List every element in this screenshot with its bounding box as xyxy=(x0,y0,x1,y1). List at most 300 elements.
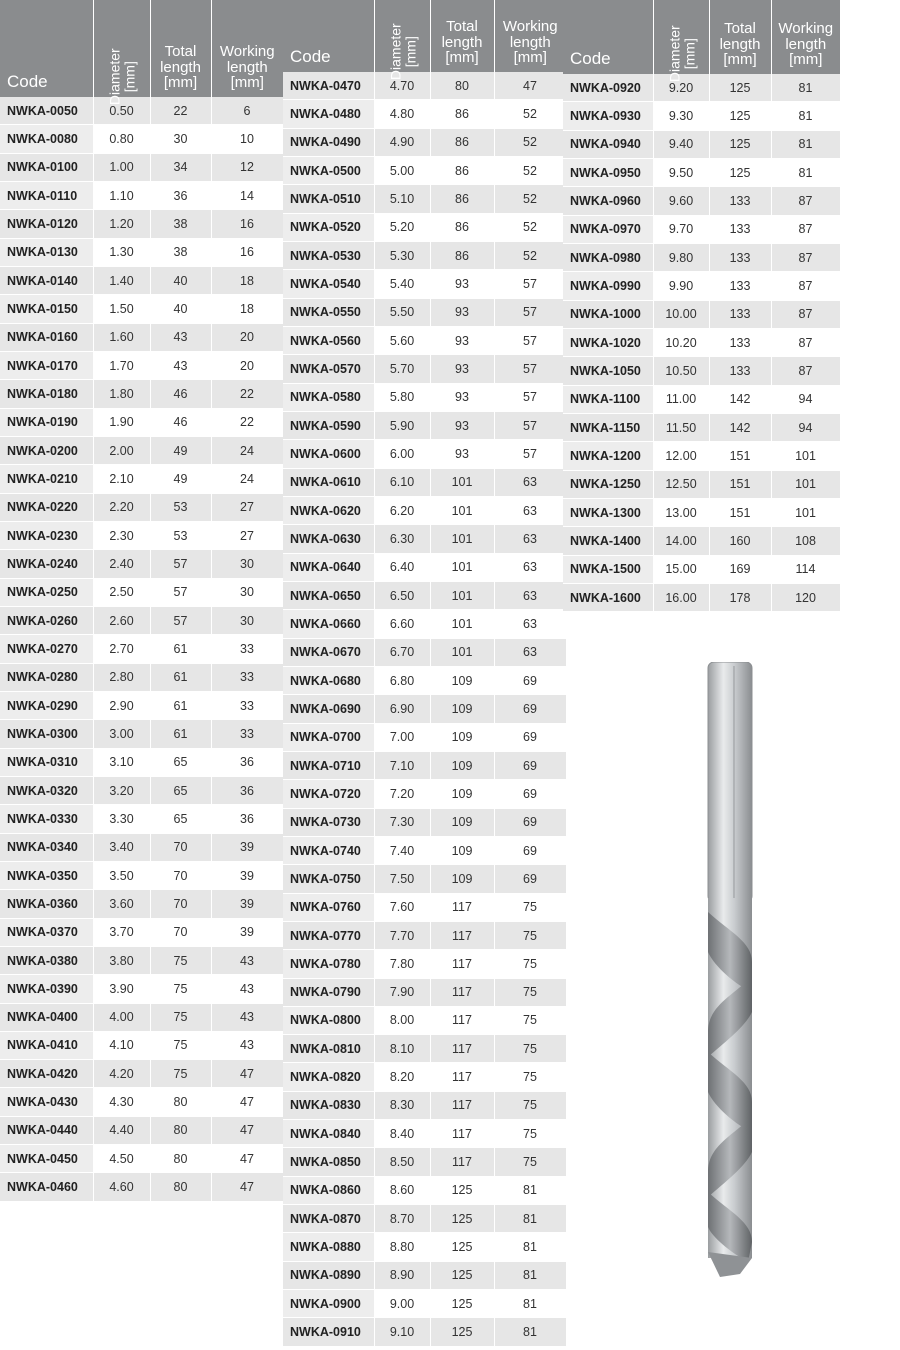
working-length-cell: 57 xyxy=(494,411,566,439)
diameter-cell: 7.10 xyxy=(374,751,430,779)
table-row xyxy=(283,241,566,269)
table-row xyxy=(0,606,283,634)
code-cell: NWKA-0220 xyxy=(0,493,93,521)
total-length-cell: 125 xyxy=(430,1318,494,1346)
total-length-cell: 93 xyxy=(430,355,494,383)
total-length-cell: 101 xyxy=(430,638,494,666)
table-row xyxy=(283,695,566,723)
diameter-cell: 11.50 xyxy=(653,413,709,441)
diameter-cell: 8.40 xyxy=(374,1120,430,1148)
table-row xyxy=(283,1176,566,1204)
table-row xyxy=(563,357,840,385)
diameter-cell: 6.50 xyxy=(374,581,430,609)
code-cell: NWKA-0860 xyxy=(283,1176,374,1204)
table-row xyxy=(283,355,566,383)
code-cell: NWKA-0750 xyxy=(283,865,374,893)
diameter-cell: 2.60 xyxy=(93,606,150,634)
total-length-cell: 109 xyxy=(430,836,494,864)
code-cell: NWKA-0080 xyxy=(0,125,93,153)
table-row xyxy=(283,1233,566,1261)
diameter-cell: 5.60 xyxy=(374,326,430,354)
diameter-cell: 3.00 xyxy=(93,720,150,748)
total-length-cell: 61 xyxy=(150,691,211,719)
table-row xyxy=(283,440,566,468)
working-length-cell: 18 xyxy=(211,295,283,323)
total-length-cell: 70 xyxy=(150,918,211,946)
total-length-cell: 75 xyxy=(150,1060,211,1088)
working-length-cell: 69 xyxy=(494,865,566,893)
working-length-cell: 20 xyxy=(211,323,283,351)
total-length-cell: 93 xyxy=(430,440,494,468)
total-length-cell: 93 xyxy=(430,298,494,326)
diameter-cell: 4.40 xyxy=(93,1116,150,1144)
code-cell: NWKA-0690 xyxy=(283,695,374,723)
code-cell: NWKA-1000 xyxy=(563,300,653,328)
working-length-cell: 22 xyxy=(211,408,283,436)
code-cell: NWKA-1300 xyxy=(563,498,653,526)
working-length-cell: 10 xyxy=(211,125,283,153)
total-length-cell: 109 xyxy=(430,695,494,723)
table-row xyxy=(0,861,283,889)
diameter-cell: 3.20 xyxy=(93,776,150,804)
diameter-cell: 0.80 xyxy=(93,125,150,153)
diameter-cell: 8.50 xyxy=(374,1148,430,1176)
total-length-cell: 133 xyxy=(709,272,771,300)
table-row xyxy=(563,243,840,271)
total-length-cell: 117 xyxy=(430,1148,494,1176)
table-row xyxy=(283,213,566,241)
table-row xyxy=(0,125,283,153)
code-cell: NWKA-0710 xyxy=(283,751,374,779)
code-cell: NWKA-0880 xyxy=(283,1233,374,1261)
table-row xyxy=(0,521,283,549)
total-length-cell: 125 xyxy=(430,1176,494,1204)
working-length-cell: 75 xyxy=(494,1091,566,1119)
working-length-cell: 69 xyxy=(494,751,566,779)
diameter-cell: 2.50 xyxy=(93,578,150,606)
table-row xyxy=(0,833,283,861)
diameter-cell: 1.60 xyxy=(93,323,150,351)
total-length-cell: 43 xyxy=(150,323,211,351)
diameter-cell: 8.10 xyxy=(374,1035,430,1063)
code-cell: NWKA-0560 xyxy=(283,326,374,354)
diameter-cell: 6.70 xyxy=(374,638,430,666)
table-row xyxy=(283,723,566,751)
diameter-cell: 9.50 xyxy=(653,158,709,186)
total-length-cell: 86 xyxy=(430,213,494,241)
working-length-cell: 20 xyxy=(211,351,283,379)
code-cell: NWKA-0510 xyxy=(283,185,374,213)
total-length-cell: 22 xyxy=(150,97,211,125)
total-length-cell: 80 xyxy=(150,1088,211,1116)
working-length-cell: 57 xyxy=(494,355,566,383)
code-cell: NWKA-0380 xyxy=(0,946,93,974)
diameter-cell: 10.50 xyxy=(653,357,709,385)
working-length-cell: 69 xyxy=(494,695,566,723)
diameter-cell: 4.00 xyxy=(93,1003,150,1031)
working-length-cell: 81 xyxy=(771,130,840,158)
total-length-cell: 133 xyxy=(709,328,771,356)
working-length-cell: 52 xyxy=(494,100,566,128)
working-length-cell: 14 xyxy=(211,181,283,209)
code-cell: NWKA-0530 xyxy=(283,241,374,269)
code-cell: NWKA-0190 xyxy=(0,408,93,436)
working-length-cell: 43 xyxy=(211,1003,283,1031)
code-cell: NWKA-1050 xyxy=(563,357,653,385)
table-row xyxy=(0,663,283,691)
working-length-cell: 69 xyxy=(494,808,566,836)
table-row xyxy=(283,156,566,184)
total-length-cell: 80 xyxy=(150,1116,211,1144)
table-row xyxy=(563,272,840,300)
diameter-cell: 8.60 xyxy=(374,1176,430,1204)
code-cell: NWKA-0280 xyxy=(0,663,93,691)
working-length-cell: 81 xyxy=(494,1233,566,1261)
table-row xyxy=(0,266,283,294)
total-length-cell: 65 xyxy=(150,748,211,776)
total-length-cell: 117 xyxy=(430,1120,494,1148)
working-length-cell: 52 xyxy=(494,128,566,156)
working-length-cell: 87 xyxy=(771,243,840,271)
working-length-cell: 24 xyxy=(211,465,283,493)
table-row xyxy=(283,921,566,949)
code-cell: NWKA-0230 xyxy=(0,521,93,549)
diameter-cell: 2.40 xyxy=(93,550,150,578)
diameter-cell: 9.00 xyxy=(374,1290,430,1318)
diameter-cell: 7.20 xyxy=(374,780,430,808)
table-row xyxy=(0,918,283,946)
code-cell: NWKA-0660 xyxy=(283,610,374,638)
table-row xyxy=(283,1290,566,1318)
total-length-cell: 109 xyxy=(430,808,494,836)
code-cell: NWKA-0980 xyxy=(563,243,653,271)
diameter-cell: 6.60 xyxy=(374,610,430,638)
working-length-cell: 39 xyxy=(211,918,283,946)
working-length-cell: 75 xyxy=(494,1120,566,1148)
table-row xyxy=(563,158,840,186)
working-length-cell: 81 xyxy=(771,102,840,130)
table-row xyxy=(0,380,283,408)
code-cell: NWKA-0320 xyxy=(0,776,93,804)
diameter-cell: 7.60 xyxy=(374,893,430,921)
table-row xyxy=(283,808,566,836)
total-length-cell: 117 xyxy=(430,1063,494,1091)
table-row xyxy=(0,550,283,578)
total-length-cell: 75 xyxy=(150,1031,211,1059)
code-cell: NWKA-1400 xyxy=(563,527,653,555)
table-row xyxy=(283,780,566,808)
working-length-cell: 30 xyxy=(211,578,283,606)
code-cell: NWKA-0120 xyxy=(0,210,93,238)
working-length-cell: 101 xyxy=(771,470,840,498)
total-length-cell: 178 xyxy=(709,583,771,611)
total-length-cell: 86 xyxy=(430,156,494,184)
table-row xyxy=(283,751,566,779)
table-row xyxy=(0,805,283,833)
total-length-cell: 65 xyxy=(150,805,211,833)
table-row xyxy=(283,1318,566,1346)
diameter-cell: 9.90 xyxy=(653,272,709,300)
code-cell: NWKA-0400 xyxy=(0,1003,93,1031)
working-length-cell: 47 xyxy=(211,1060,283,1088)
table-row xyxy=(283,865,566,893)
total-length-cell: 125 xyxy=(709,102,771,130)
code-cell: NWKA-0260 xyxy=(0,606,93,634)
table-row xyxy=(563,442,840,470)
code-cell: NWKA-0820 xyxy=(283,1063,374,1091)
table-row xyxy=(0,465,283,493)
diameter-cell: 3.40 xyxy=(93,833,150,861)
table-row xyxy=(283,411,566,439)
working-length-cell: 39 xyxy=(211,833,283,861)
code-cell: NWKA-0250 xyxy=(0,578,93,606)
working-length-cell: 33 xyxy=(211,720,283,748)
diameter-cell: 4.50 xyxy=(93,1145,150,1173)
header-code: Code xyxy=(0,0,93,97)
diameter-cell: 9.10 xyxy=(374,1318,430,1346)
table-row xyxy=(0,776,283,804)
table-row xyxy=(283,1148,566,1176)
code-cell: NWKA-0890 xyxy=(283,1261,374,1289)
diameter-cell: 4.20 xyxy=(93,1060,150,1088)
total-length-cell: 133 xyxy=(709,300,771,328)
code-cell: NWKA-0340 xyxy=(0,833,93,861)
total-length-cell: 125 xyxy=(430,1205,494,1233)
working-length-cell: 36 xyxy=(211,776,283,804)
total-length-cell: 160 xyxy=(709,527,771,555)
table-row xyxy=(283,638,566,666)
total-length-cell: 117 xyxy=(430,1035,494,1063)
code-cell: NWKA-0590 xyxy=(283,411,374,439)
table-row xyxy=(283,270,566,298)
working-length-cell: 81 xyxy=(494,1261,566,1289)
code-cell: NWKA-0900 xyxy=(283,1290,374,1318)
table-row xyxy=(563,102,840,130)
code-cell: NWKA-0410 xyxy=(0,1031,93,1059)
total-length-cell: 125 xyxy=(430,1290,494,1318)
drill-table-1 xyxy=(0,0,284,1202)
code-cell: NWKA-0100 xyxy=(0,153,93,181)
total-length-cell: 151 xyxy=(709,498,771,526)
table-row xyxy=(0,890,283,918)
total-length-cell: 101 xyxy=(430,581,494,609)
working-length-cell: 69 xyxy=(494,723,566,751)
table-row xyxy=(0,97,283,125)
diameter-cell: 8.00 xyxy=(374,1006,430,1034)
code-cell: NWKA-0740 xyxy=(283,836,374,864)
diameter-cell: 9.20 xyxy=(653,74,709,102)
working-length-cell: 16 xyxy=(211,210,283,238)
working-length-cell: 75 xyxy=(494,921,566,949)
total-length-cell: 75 xyxy=(150,1003,211,1031)
table-row xyxy=(283,298,566,326)
diameter-cell: 1.20 xyxy=(93,210,150,238)
table-row xyxy=(0,975,283,1003)
working-length-cell: 33 xyxy=(211,663,283,691)
code-cell: NWKA-0600 xyxy=(283,440,374,468)
working-length-cell: 43 xyxy=(211,946,283,974)
table-row xyxy=(0,153,283,181)
table-row xyxy=(563,583,840,611)
working-length-cell: 69 xyxy=(494,666,566,694)
total-length-cell: 86 xyxy=(430,128,494,156)
working-length-cell: 57 xyxy=(494,383,566,411)
code-cell: NWKA-0870 xyxy=(283,1205,374,1233)
total-length-cell: 93 xyxy=(430,383,494,411)
total-length-cell: 142 xyxy=(709,413,771,441)
diameter-cell: 2.20 xyxy=(93,493,150,521)
working-length-cell: 63 xyxy=(494,553,566,581)
table-row xyxy=(283,496,566,524)
diameter-cell: 15.00 xyxy=(653,555,709,583)
code-cell: NWKA-0430 xyxy=(0,1088,93,1116)
working-length-cell: 27 xyxy=(211,493,283,521)
total-length-cell: 30 xyxy=(150,125,211,153)
total-length-cell: 65 xyxy=(150,776,211,804)
table-row xyxy=(283,100,566,128)
total-length-cell: 46 xyxy=(150,380,211,408)
code-cell: NWKA-1150 xyxy=(563,413,653,441)
table-row xyxy=(283,185,566,213)
table-row xyxy=(0,181,283,209)
working-length-cell: 47 xyxy=(211,1145,283,1173)
total-length-cell: 80 xyxy=(150,1173,211,1201)
table-row xyxy=(283,326,566,354)
table-row xyxy=(0,351,283,379)
header-diameter: Diameter [mm] xyxy=(374,0,430,72)
diameter-cell: 9.60 xyxy=(653,187,709,215)
total-length-cell: 36 xyxy=(150,181,211,209)
working-length-cell: 87 xyxy=(771,187,840,215)
total-length-cell: 125 xyxy=(709,130,771,158)
code-cell: NWKA-0970 xyxy=(563,215,653,243)
code-cell: NWKA-0830 xyxy=(283,1091,374,1119)
header-working-length: Working length [mm] xyxy=(211,0,283,97)
table-row xyxy=(0,578,283,606)
working-length-cell: 33 xyxy=(211,635,283,663)
code-cell: NWKA-0550 xyxy=(283,298,374,326)
diameter-cell: 2.10 xyxy=(93,465,150,493)
total-length-cell: 70 xyxy=(150,833,211,861)
working-length-cell: 87 xyxy=(771,328,840,356)
total-length-cell: 117 xyxy=(430,950,494,978)
total-length-cell: 117 xyxy=(430,978,494,1006)
diameter-cell: 5.90 xyxy=(374,411,430,439)
code-cell: NWKA-1250 xyxy=(563,470,653,498)
working-length-cell: 120 xyxy=(771,583,840,611)
diameter-cell: 7.40 xyxy=(374,836,430,864)
total-length-cell: 80 xyxy=(150,1145,211,1173)
total-length-cell: 86 xyxy=(430,241,494,269)
code-cell: NWKA-0300 xyxy=(0,720,93,748)
table-row xyxy=(563,413,840,441)
code-cell: NWKA-0630 xyxy=(283,525,374,553)
diameter-cell: 1.80 xyxy=(93,380,150,408)
diameter-cell: 3.70 xyxy=(93,918,150,946)
table-row xyxy=(563,385,840,413)
diameter-cell: 6.30 xyxy=(374,525,430,553)
working-length-cell: 81 xyxy=(494,1290,566,1318)
working-length-cell: 69 xyxy=(494,780,566,808)
total-length-cell: 53 xyxy=(150,493,211,521)
diameter-cell: 5.20 xyxy=(374,213,430,241)
total-length-cell: 43 xyxy=(150,351,211,379)
table-row xyxy=(283,950,566,978)
table-row xyxy=(283,128,566,156)
code-cell: NWKA-0680 xyxy=(283,666,374,694)
table-row xyxy=(283,581,566,609)
working-length-cell: 75 xyxy=(494,893,566,921)
table-row xyxy=(563,498,840,526)
diameter-cell: 4.90 xyxy=(374,128,430,156)
total-length-cell: 133 xyxy=(709,357,771,385)
code-cell: NWKA-0780 xyxy=(283,950,374,978)
diameter-cell: 4.70 xyxy=(374,72,430,100)
code-cell: NWKA-0370 xyxy=(0,918,93,946)
working-length-cell: 108 xyxy=(771,527,840,555)
diameter-cell: 5.70 xyxy=(374,355,430,383)
working-length-cell: 75 xyxy=(494,950,566,978)
diameter-cell: 7.00 xyxy=(374,723,430,751)
total-length-cell: 70 xyxy=(150,861,211,889)
code-cell: NWKA-0650 xyxy=(283,581,374,609)
table-row xyxy=(563,328,840,356)
diameter-cell: 3.30 xyxy=(93,805,150,833)
diameter-cell: 5.00 xyxy=(374,156,430,184)
code-cell: NWKA-0610 xyxy=(283,468,374,496)
diameter-cell: 1.30 xyxy=(93,238,150,266)
total-length-cell: 151 xyxy=(709,470,771,498)
diameter-cell: 1.90 xyxy=(93,408,150,436)
table-row xyxy=(283,1006,566,1034)
code-cell: NWKA-0570 xyxy=(283,355,374,383)
diameter-cell: 2.30 xyxy=(93,521,150,549)
table-row xyxy=(0,946,283,974)
working-length-cell: 87 xyxy=(771,272,840,300)
working-length-cell: 30 xyxy=(211,550,283,578)
code-cell: NWKA-0470 xyxy=(283,72,374,100)
table-row xyxy=(0,691,283,719)
table-row xyxy=(563,527,840,555)
diameter-cell: 4.10 xyxy=(93,1031,150,1059)
total-length-cell: 38 xyxy=(150,210,211,238)
working-length-cell: 52 xyxy=(494,185,566,213)
working-length-cell: 63 xyxy=(494,496,566,524)
diameter-cell: 3.50 xyxy=(93,861,150,889)
working-length-cell: 63 xyxy=(494,468,566,496)
diameter-cell: 5.10 xyxy=(374,185,430,213)
diameter-cell: 4.30 xyxy=(93,1088,150,1116)
total-length-cell: 125 xyxy=(430,1233,494,1261)
total-length-cell: 125 xyxy=(709,74,771,102)
working-length-cell: 57 xyxy=(494,270,566,298)
working-length-cell: 36 xyxy=(211,748,283,776)
table-row xyxy=(283,893,566,921)
code-cell: NWKA-0960 xyxy=(563,187,653,215)
working-length-cell: 75 xyxy=(494,1148,566,1176)
table-row xyxy=(283,468,566,496)
code-cell: NWKA-0350 xyxy=(0,861,93,889)
code-cell: NWKA-0730 xyxy=(283,808,374,836)
table-row xyxy=(283,1261,566,1289)
table-row xyxy=(0,1060,283,1088)
table-row xyxy=(0,1003,283,1031)
working-length-cell: 87 xyxy=(771,357,840,385)
code-cell: NWKA-0810 xyxy=(283,1035,374,1063)
table-row xyxy=(563,130,840,158)
working-length-cell: 43 xyxy=(211,975,283,1003)
diameter-cell: 10.20 xyxy=(653,328,709,356)
